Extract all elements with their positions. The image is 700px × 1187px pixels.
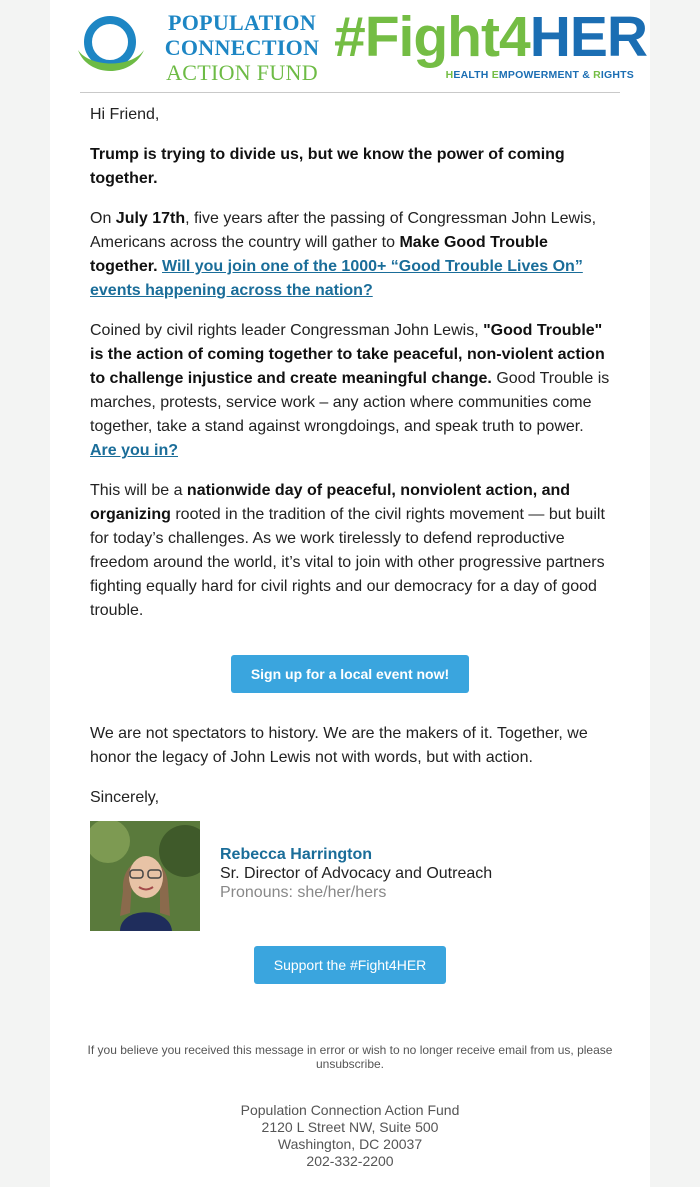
- are-you-in-link[interactable]: Are you in?: [90, 442, 179, 459]
- header-divider: [80, 92, 620, 93]
- tagline-e: E: [491, 69, 499, 81]
- tagline-ealth: EALTH: [453, 69, 492, 81]
- campaign-tagline: [444, 69, 634, 81]
- email-page: [50, 0, 650, 1187]
- p3-text1: Coined by civil rights leader Congressman John Lewis,: [90, 322, 484, 339]
- footer-address: [50, 1102, 650, 1170]
- paragraph-good-trouble: [90, 319, 612, 463]
- population-connection-logo-icon: [74, 10, 146, 80]
- p3-bold: "Good Trouble" is the action of coming together to take peaceful, non-violent action to challenge injustice and create meaningful change.: [90, 322, 605, 387]
- signer-name: Rebecca Harrington: [220, 846, 373, 863]
- paragraph-nationwide: [90, 479, 612, 623]
- lead-paragraph: [90, 143, 612, 191]
- email-header: [50, 0, 650, 94]
- tagline-mpowerment: MPOWERMENT &: [498, 69, 594, 81]
- footer-street: 2120 L Street NW, Suite 500: [261, 1119, 439, 1135]
- org-name: [152, 10, 332, 85]
- p2-text2: , five years after the passing of Congressman John Lewis, Americans across the country will gather to: [90, 210, 597, 251]
- p4-text1: This will be a: [90, 482, 187, 499]
- tagline-r: R: [593, 69, 601, 81]
- org-name-line2: CONNECTION: [164, 35, 320, 60]
- signer-photo: [90, 821, 200, 931]
- greeting: Hi Friend,: [90, 106, 160, 123]
- sign-up-event-button[interactable]: Sign up for a local event now!: [231, 655, 469, 693]
- tagline-h: H: [445, 69, 454, 81]
- p3-text2: Good Trouble is marches, protests, service work – any action where communities come together, take a stand against wrongdoings, and speak truth to power.: [90, 370, 610, 435]
- footer-phone: 202-332-2200: [306, 1153, 394, 1169]
- footer-city: Washington, DC 20037: [277, 1136, 423, 1152]
- campaign-logo: [334, 4, 648, 70]
- signer-title: Sr. Director of Advocacy and Outreach: [220, 865, 493, 882]
- signer-pronouns: Pronouns: she/her/hers: [220, 884, 387, 901]
- email-closing: [90, 722, 612, 826]
- lead-text: Trump is trying to divide us, but we know the power of coming together.: [90, 146, 565, 187]
- p2-bold: Make Good Trouble together.: [90, 234, 548, 275]
- tagline-ights: IGHTS: [600, 69, 634, 81]
- email-body: [90, 103, 612, 639]
- org-name-line1: POPULATION: [167, 10, 317, 35]
- closing-paragraph: We are not spectators to history. We are the makers of it. Together, we honor the legacy of John Lewis not with words, but with action.: [90, 725, 588, 766]
- signoff: Sincerely,: [90, 789, 160, 806]
- p4-text2: rooted in the tradition of the civil rights movement — but built for today’s challenges. As we work tirelessly to defend reproductive freedom around the world, it’s vital to join with other progressive partners fighting equally hard for civil rights and our democracy for a day of good trouble.: [90, 506, 605, 619]
- paragraph-event: [90, 207, 612, 303]
- support-fight4her-button[interactable]: Support the #Fight4HER: [254, 946, 446, 984]
- footer-org: Population Connection Action Fund: [240, 1102, 460, 1118]
- p4-bold: nationwide day of peaceful, nonviolent action, and organizing: [90, 482, 571, 523]
- p2-text1: On: [90, 210, 116, 227]
- campaign-logo-prefix: #Fight4: [334, 5, 530, 69]
- p2-date: July 17th: [115, 210, 186, 227]
- unsubscribe-note[interactable]: If you believe you received this message in error or wish to no longer receive email from us, please unsubscribe.: [87, 1043, 613, 1071]
- join-events-link[interactable]: Will you join one of the 1000+ “Good Trouble Lives On” events happening across the nation?: [90, 258, 583, 299]
- cta-container: [231, 655, 469, 693]
- signer-portrait-icon: [90, 821, 200, 931]
- signature-block: [220, 845, 492, 902]
- campaign-logo-suffix: HER: [529, 5, 648, 69]
- org-name-line3: ACTION FUND: [166, 60, 318, 85]
